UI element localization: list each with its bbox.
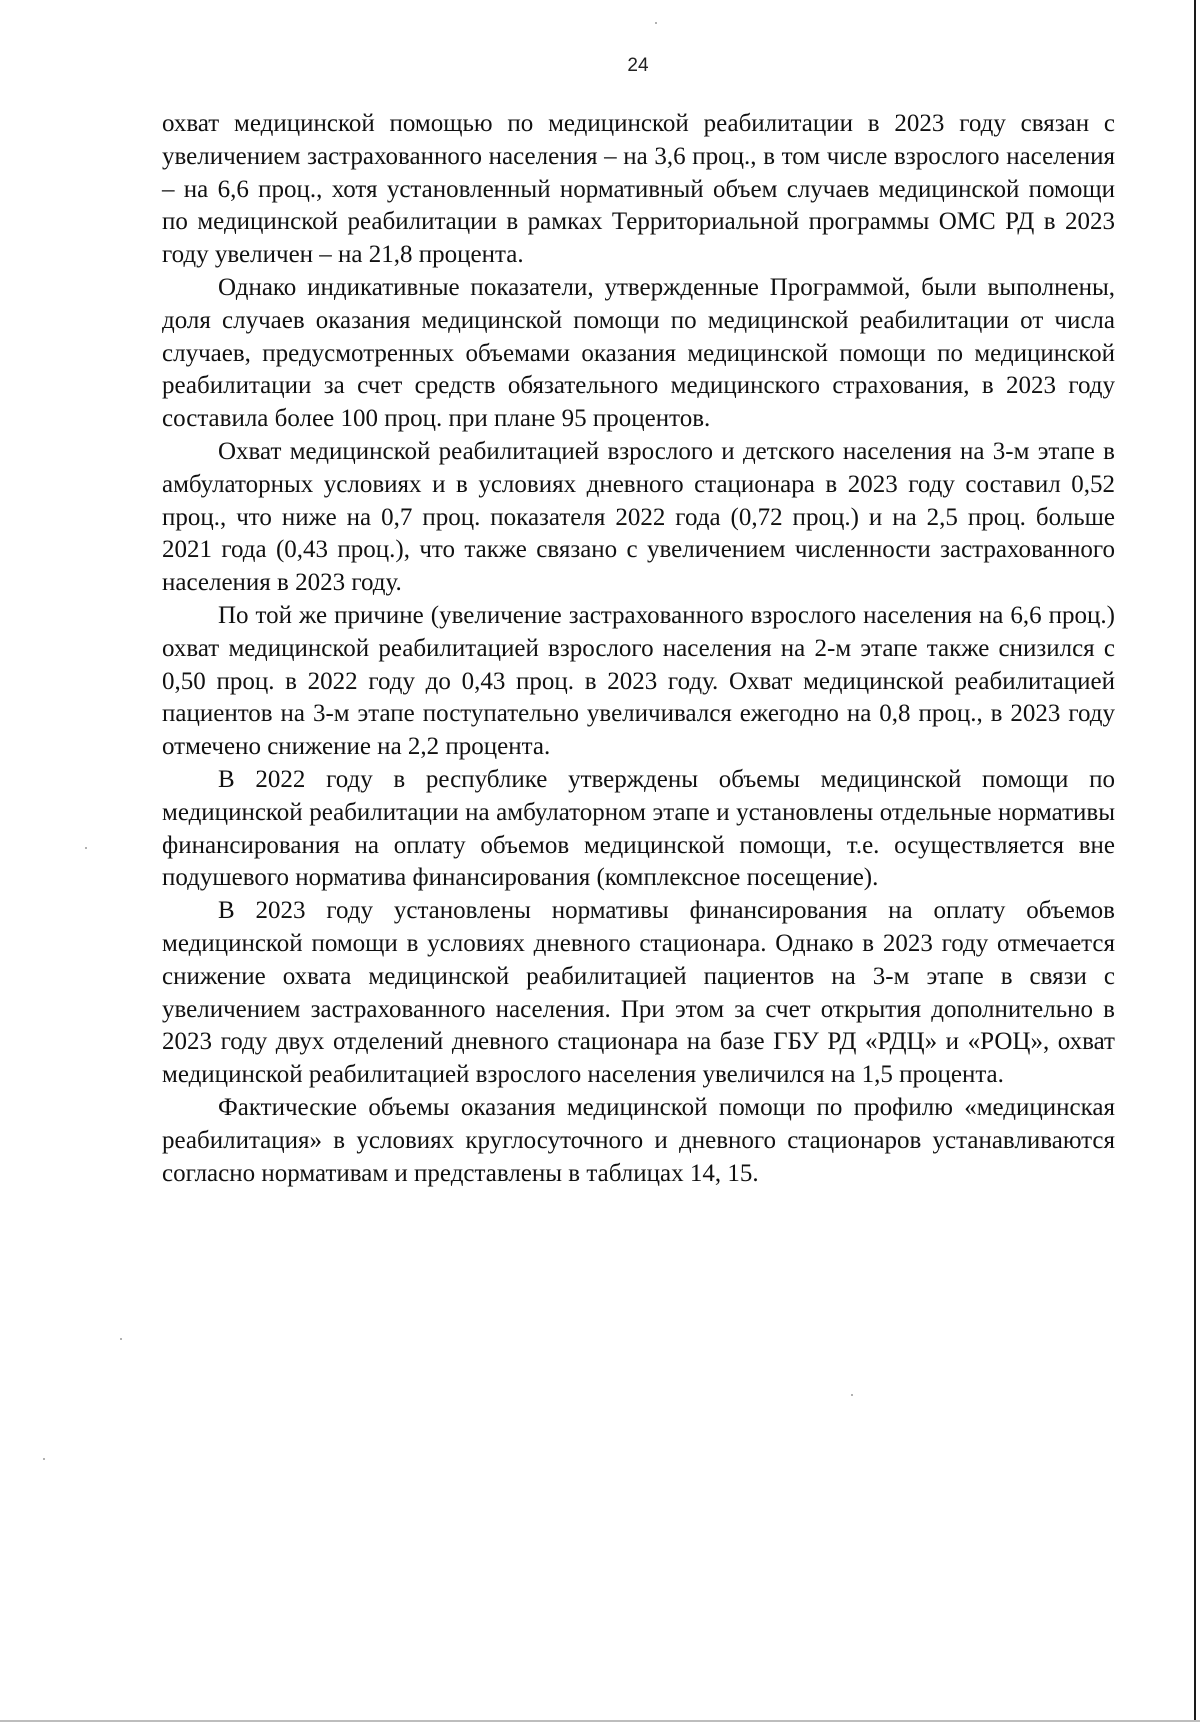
scan-speck	[85, 847, 87, 849]
scan-speck	[43, 1458, 45, 1460]
paragraph: Охват медицинской реабилитацией взрослого и детского населения на 3-м этапе в амбулаторных условиях и в условиях дневного стационара в 2023 году составил 0,52 проц., что ниже на 0,7 проц. показателя 2022 года (0,72 проц.) и на 2,5 проц. больше 2021 года (0,43 проц.), что также связано с увеличением численности застрахованного населения в 2023 году.	[162, 437, 1115, 597]
body-text	[162, 108, 1115, 1190]
paragraph: По той же причине (увеличение застрахованного взрослого населения на 6,6 проц.) охват медицинской реабилитацией взрослого населения на 2-м этапе также снизился с 0,50 проц. в 2022 году до 0,43 проц. в 2023 году. Охват медицинской реабилитацией пациентов на 3-м этапе поступательно увеличивался ежегодно на 0,8 проц., в 2023 году отмечено снижение на 2,2 процента.	[162, 601, 1115, 761]
paragraph: охват медицинской помощью по медицинской реабилитации в 2023 году связан с увеличением застрахованного населения – на 3,6 проц., в том числе взрослого населения – на 6,6 проц., хотя установленный нормативный объем случаев медицинской помощи по медицинской реабилитации в рамках Территориальной программы ОМС РД в 2023 году увеличен – на 21,8 процента.	[162, 110, 1115, 269]
paragraph: В 2023 году установлены нормативы финансирования на оплату объемов медицинской помощи в условиях дневного стационара. Однако в 2023 году отмечается снижение охвата медицинской реабилитацией пациентов на 3-м этапе в связи с увеличением застрахованного населения. При этом за счет открытия дополнительно в 2023 году двух отделений дневного стационара на базе ГБУ РД «РДЦ» и «РОЦ», охват медицинской реабилитацией взрослого населения увеличился на 1,5 процента.	[162, 897, 1115, 1089]
scan-edge-right	[1194, 0, 1196, 1722]
scan-speck	[851, 1394, 853, 1396]
paragraph: Однако индикативные показатели, утвержденные Программой, были выполнены, доля случаев оказания медицинской помощи по медицинской реабилитации от числа случаев, предусмотренных объемами оказания медицинской помощи по медицинской реабилитации за счет средств обязательного медицинского страхования, в 2023 году составила более 100 проц. при плане 95 процентов.	[162, 273, 1115, 433]
paragraph: Фактические объемы оказания медицинской помощи по профилю «медицинская реабилитация» в условиях круглосуточного и дневного стационаров устанавливаются согласно нормативам и представлены в таблицах 14, 15.	[162, 1093, 1115, 1187]
scan-speck	[655, 22, 657, 24]
scan-speck	[120, 1338, 122, 1340]
page-number: 24	[627, 55, 649, 76]
paragraph: В 2022 году в республике утверждены объемы медицинской помощи по медицинской реабилитации на амбулаторном этапе и установлены отдельные нормативы финансирования на оплату объемов медицинской помощи, т.е. осуществляется вне подушевого норматива финансирования (комплексное посещение).	[162, 765, 1115, 892]
